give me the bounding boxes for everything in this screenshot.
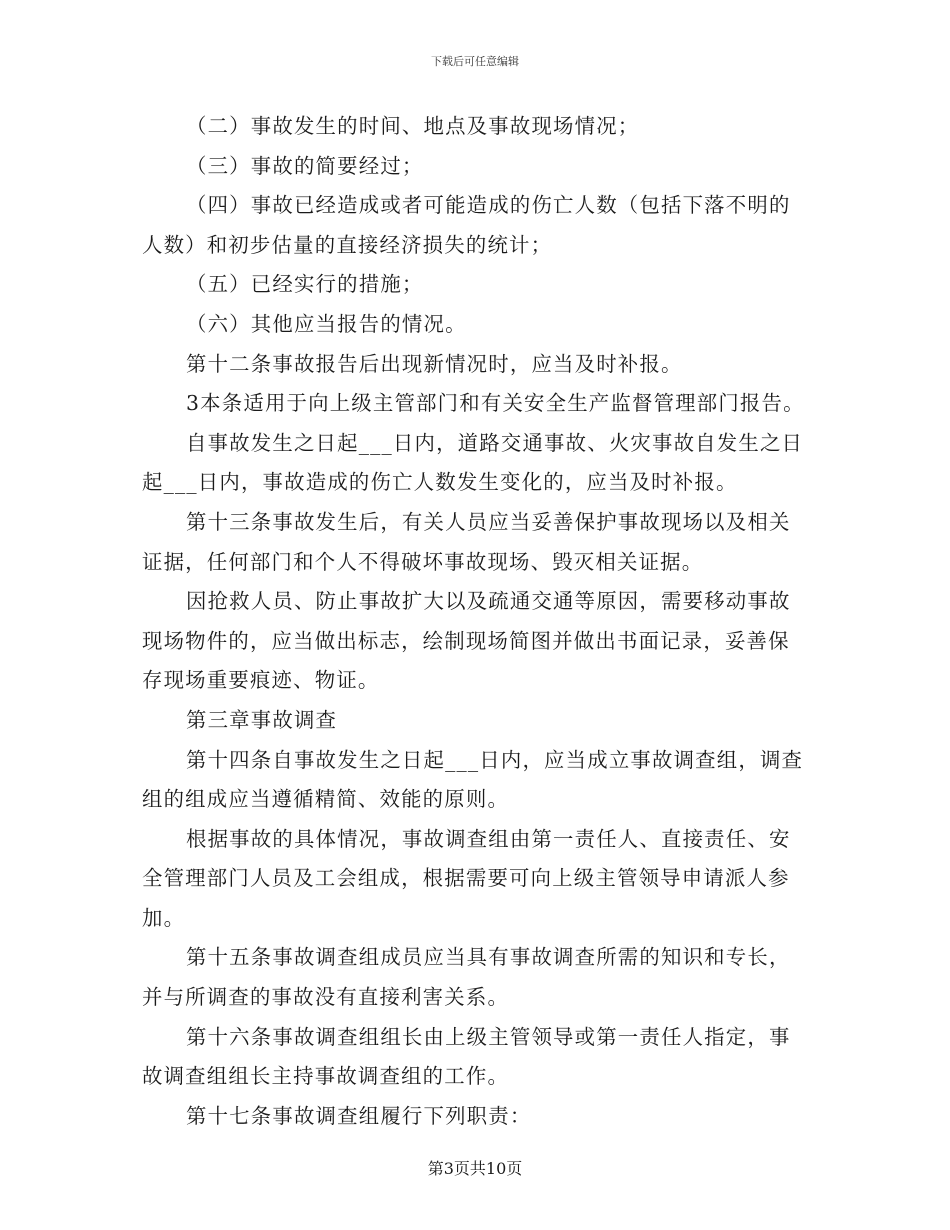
document-body [142,107,810,1136]
text-line: 第十七条事故调查组履行下列职责： [186,1103,532,1128]
text-line: 全管理部门人员及工会组成，根据需要可向上级主管领导申请派人参 [142,866,790,891]
text-line: 人数）和初步估量的直接经济损失的统计； [142,232,553,257]
text-line: 3本条适用于向上级主管部门和有关安全生产监督管理部门报告。 [186,391,805,416]
text-line: 因抢救人员、防止事故扩大以及疏通交通等原因，需要移动事故 [186,589,791,614]
text-line: （六）其他应当报告的情况。 [186,311,467,336]
text-line: 故调查组组长主持事故调查组的工作。 [142,1064,510,1089]
text-line: 第十四条自事故发生之日起___日内，应当成立事故调查组，调查 [186,747,804,772]
text-line: （三）事故的简要经过； [186,153,424,178]
text-line: （二）事故发生的时间、地点及事故现场情况； [186,114,640,138]
text-line: （五）已经实行的措施； [186,272,424,297]
text-line: 第十六条事故调查组组长由上级主管领导或第一责任人指定，事 [186,1024,791,1049]
text-line: 加。 [142,905,186,930]
text-line: 起___日内，事故造成的伤亡人数发生变化的，应当及时补报。 [142,470,738,495]
text-line: 存现场重要痕迹、物证。 [142,668,380,693]
page-footer: 第3页共10页 [427,1159,523,1178]
text-line: 并与所调查的事故没有直接利害关系。 [142,985,510,1010]
text-line: 第十三条事故发生后，有关人员应当妥善保护事故现场以及相关 [186,509,791,534]
text-line: 根据事故的具体情况，事故调查组由第一责任人、直接责任、安 [186,826,791,851]
text-line: （四）事故已经造成或者可能造成的伤亡人数（包括下落不明的 [186,193,791,218]
text-line: 组的组成应当遵循精简、效能的原则。 [142,787,510,812]
text-line: 自事故发生之日起___日内，道路交通事故、火灾事故自发生之日 [186,430,804,455]
text-line: 第三章事故调查 [186,707,338,732]
page-header: 下载后可任意编辑 [431,55,519,68]
text-line: 第十二条事故报告后出现新情况时，应当及时补报。 [186,351,683,376]
text-line: 第十五条事故调查组成员应当具有事故调查所需的知识和专长， [186,945,791,970]
text-line: 证据，任何部门和个人不得破坏事故现场、毁灭相关证据。 [142,549,704,574]
text-line: 现场物件的，应当做出标志，绘制现场简图并做出书面记录，妥善保 [142,628,790,653]
